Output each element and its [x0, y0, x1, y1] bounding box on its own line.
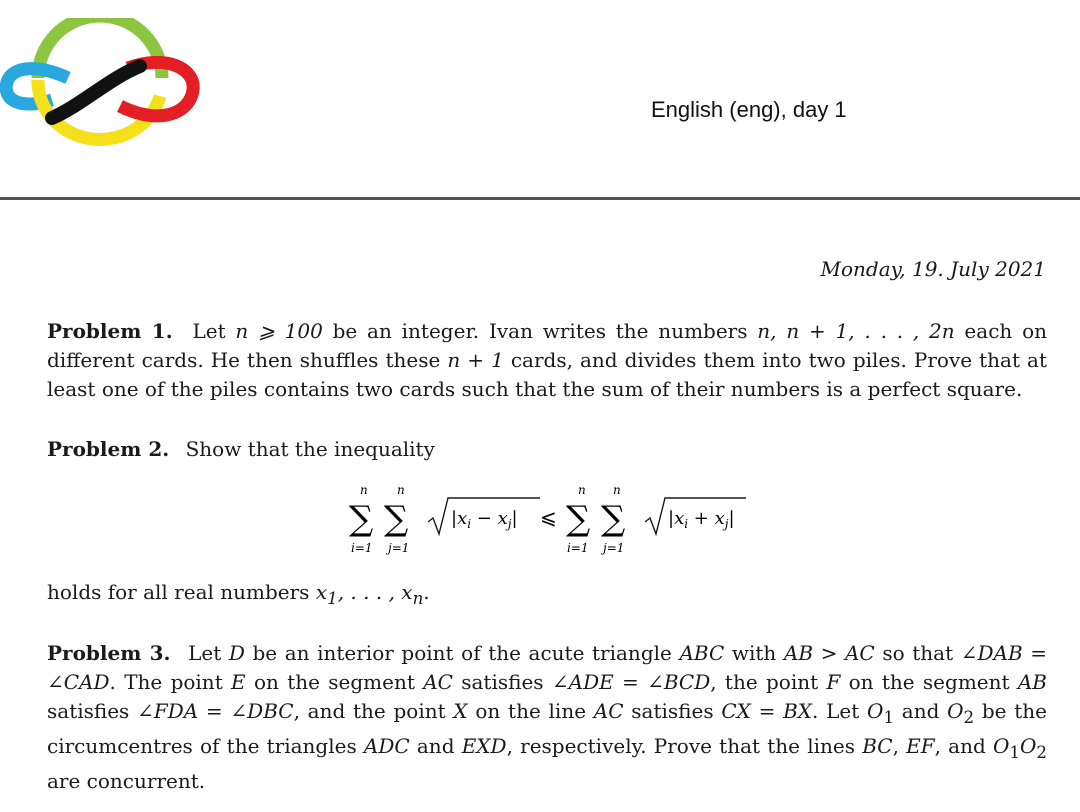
problem-3-math: E	[231, 670, 246, 694]
problem-3-math: ∠ADE = ∠BCD	[551, 670, 711, 694]
problem-1-text: each on different cards. He then shuffles these	[47, 319, 1047, 372]
problem-3-math: 1	[1009, 743, 1020, 762]
problem-1-text: Let	[192, 319, 236, 343]
problem-3-text: Let	[188, 641, 229, 665]
problem-3-text: satisfies	[623, 699, 722, 723]
problem-3-text: . The point	[109, 670, 232, 694]
left-subscript: i	[467, 517, 472, 531]
problem-3	[47, 639, 1047, 796]
problem-3-text: are concurrent.	[47, 769, 206, 793]
problem-3-math: ∠FDA = ∠DBC	[137, 699, 294, 723]
problem-1-text: cards, and divides them into two piles. Prove that at least one of the piles contains two cards such that the sum of their numbers is a perfect square.	[47, 348, 1048, 401]
svg-text:|xi + xj|	[668, 508, 735, 531]
problem-2-label: Problem 2.	[47, 437, 170, 461]
problem-3-math: O	[867, 699, 884, 723]
problem-3-text: be an interior point of the acute triangle	[244, 641, 680, 665]
right-radicand: + x	[688, 508, 725, 529]
problem-2-text: .	[423, 580, 430, 604]
problem-3-text: , respectively. Prove that the lines	[506, 734, 863, 758]
olympiad-logo	[0, 18, 205, 160]
sum-symbol: ∑	[601, 499, 626, 539]
problem-1-math: n ⩾ 100	[235, 319, 323, 343]
problem-3-math: AC	[593, 699, 624, 723]
problem-3-text: on the line	[467, 699, 594, 723]
problem-3-math: ABC	[679, 641, 725, 665]
problem-3-text: ,	[892, 734, 907, 758]
sum-lower-limit: i=1	[567, 541, 589, 555]
left-radicand: |	[511, 508, 518, 529]
left-subscript: j	[507, 517, 512, 531]
problem-3-text: be the circumcentres of the triangles	[47, 699, 1048, 758]
problem-3-text: , the point	[710, 670, 827, 694]
problem-1-math: n, n + 1, . . . , 2n	[757, 319, 955, 343]
sum-lower-limit: j=1	[603, 541, 625, 555]
problem-3-math: CX = BX	[721, 699, 813, 723]
right-radicand: |x	[668, 508, 685, 529]
problem-3-math: X	[453, 699, 468, 723]
problem-3-math: AB > AC	[783, 641, 875, 665]
problem-3-text: , and	[934, 734, 993, 758]
problem-3-math: ADC	[363, 734, 410, 758]
right-subscript: i	[684, 517, 689, 531]
problem-3-math: BC	[862, 734, 893, 758]
problem-3-text: , and the point	[293, 699, 454, 723]
problem-3-text: on the segment	[840, 670, 1018, 694]
problem-3-text: so that	[874, 641, 961, 665]
problem-3-text: and	[409, 734, 462, 758]
problem-1-label: Problem 1.	[47, 319, 173, 343]
problem-3-math: O	[1019, 734, 1037, 758]
problem-2-intro: Show that the inequality	[185, 437, 435, 461]
problem-2-math: x	[315, 580, 328, 604]
problem-3-text: satisfies	[47, 699, 138, 723]
right-subscript: j	[724, 517, 729, 531]
left-radicand: − x	[471, 508, 508, 529]
problem-3-math: ∠DAB = ∠CAD	[47, 641, 1048, 694]
problem-3-math: 2	[963, 708, 975, 727]
problem-2-math: n	[412, 589, 424, 608]
problem-3-math: F	[826, 670, 841, 694]
problem-3-text: on the segment	[245, 670, 424, 694]
sum-lower-limit: i=1	[351, 541, 373, 555]
exam-date: Monday, 19. July 2021	[820, 257, 1046, 281]
problem-3-math: D	[228, 641, 245, 665]
problem-3-math: O	[947, 699, 964, 723]
language-day-label: English (eng), day 1	[651, 97, 847, 122]
sum-upper-limit: n	[397, 483, 405, 497]
sum-upper-limit: n	[360, 483, 368, 497]
problem-1-text: be an integer. Ivan writes the numbers	[322, 319, 758, 343]
problem-3-text: with	[724, 641, 784, 665]
problem-3-label: Problem 3.	[47, 641, 171, 665]
sum-symbol: ∑	[566, 499, 591, 539]
problem-3-text: satisfies	[452, 670, 552, 694]
problem-1	[47, 317, 1047, 404]
sum-symbol: ∑	[349, 499, 374, 539]
problem-3-text: and	[894, 699, 948, 723]
problem-2	[47, 435, 1047, 464]
problem-3-text: . Let	[812, 699, 868, 723]
svg-text:|xi − xj|	[451, 508, 518, 531]
problem-2-conclusion	[47, 578, 1047, 613]
header-divider	[0, 197, 1080, 200]
problem-3-math: AC	[423, 670, 453, 694]
sum-upper-limit: n	[578, 483, 586, 497]
problem-3-math: AB	[1017, 670, 1047, 694]
inequality-formula	[340, 478, 760, 563]
problem-3-math: EXD	[461, 734, 507, 758]
problem-3-math: O	[992, 734, 1010, 758]
sum-upper-limit: n	[613, 483, 621, 497]
problem-2-math: x	[401, 580, 413, 604]
problem-1-math: n + 1	[447, 348, 504, 372]
problem-2-math: , . . . ,	[337, 580, 402, 604]
problem-2-text: holds for all real numbers	[47, 580, 316, 604]
left-radicand: |x	[451, 508, 468, 529]
right-radicand: |	[728, 508, 735, 529]
sum-lower-limit: j=1	[388, 541, 410, 555]
problem-3-math: 2	[1036, 743, 1047, 762]
problem-3-math: EF	[906, 734, 935, 758]
problem-3-math: 1	[883, 708, 895, 727]
sum-symbol: ∑	[384, 499, 409, 539]
problem-2-math: 1	[327, 589, 338, 608]
inequality-relation: ⩽	[540, 505, 557, 529]
